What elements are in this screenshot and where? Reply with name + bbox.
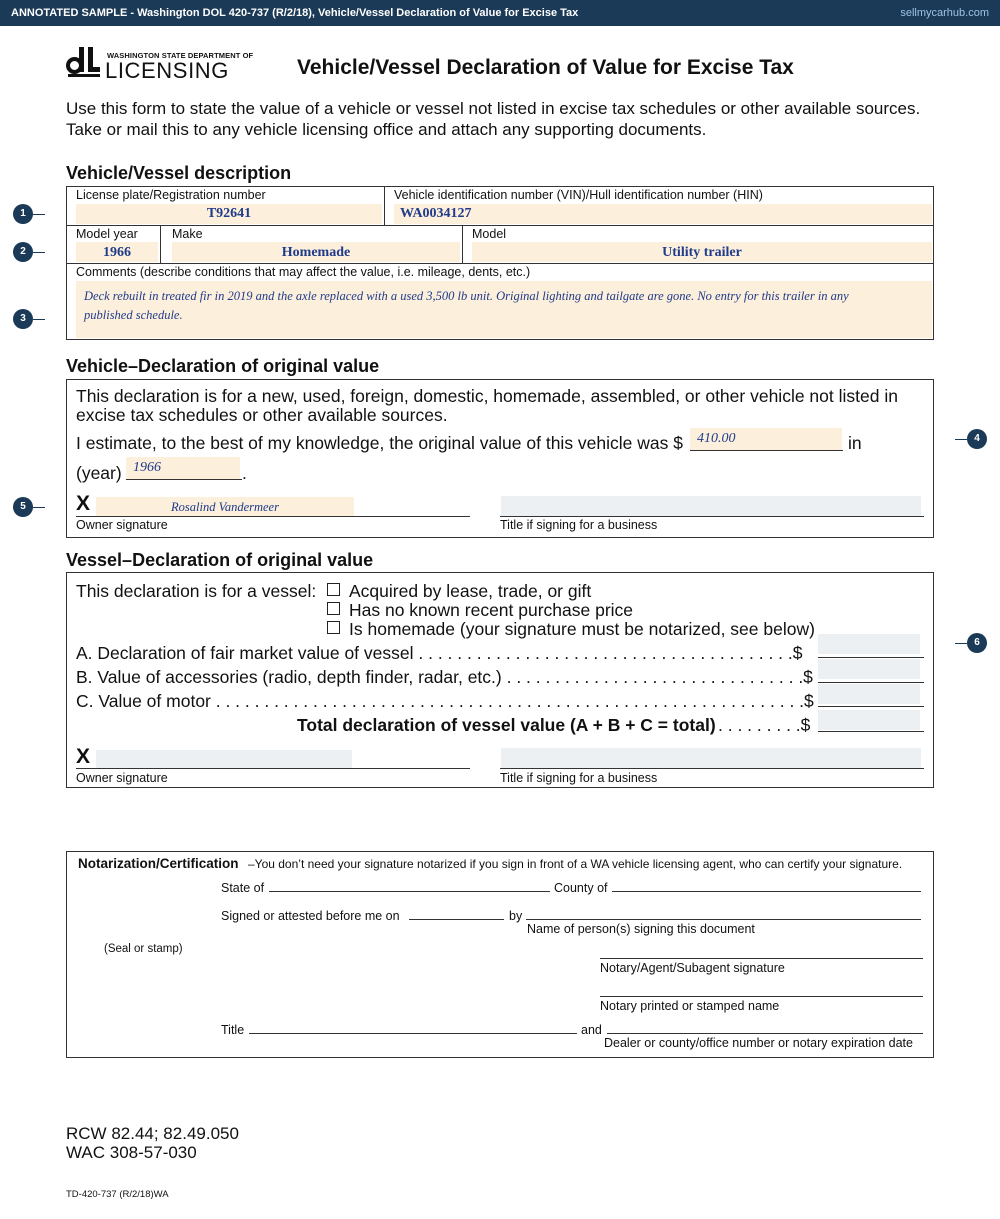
and-label: and xyxy=(581,1023,602,1037)
underline xyxy=(818,706,924,707)
by-label: by xyxy=(509,909,523,923)
vin-field[interactable] xyxy=(394,204,932,224)
year-text: (year) xyxy=(76,463,122,483)
vehicle-decl-line-1: This declaration is for a new, used, foreign, domestic, homemade, assembled, or other vehicle not listed in xyxy=(76,386,898,406)
wac-reference: WAC 308-57-030 xyxy=(66,1143,197,1162)
annotation-tick xyxy=(955,439,967,440)
notary-signature-label: Notary/Agent/Subagent signature xyxy=(600,961,785,975)
notarization-note: –You don’t need your signature notarized if you sign in front of a WA vehicle licensing agent, who can certify your signature. xyxy=(248,857,903,871)
estimate-text: I estimate, to the best of my knowledge, the original value of this vehicle was $ xyxy=(76,433,683,453)
year-label: Model year xyxy=(76,227,138,241)
plate-label: License plate/Registration number xyxy=(76,188,266,202)
no-purchase-price-checkbox[interactable] xyxy=(327,602,340,615)
line-a-field[interactable] xyxy=(818,634,920,654)
make-label: Make xyxy=(172,227,203,241)
divider xyxy=(384,186,385,225)
annotation-badge-2: 2 xyxy=(13,242,33,262)
signed-label: Signed or attested before me on xyxy=(221,909,400,923)
business-title-label: Title if signing for a business xyxy=(500,518,658,532)
signed-date-line[interactable] xyxy=(409,919,504,920)
total-label: Total declaration of vessel value (A + B + C = total) xyxy=(297,715,716,735)
state-input-line[interactable] xyxy=(269,891,550,892)
original-year-value: 1966 xyxy=(133,460,161,475)
vin-label: Vehicle identification number (VIN)/Hull identification number (HIN) xyxy=(394,188,763,202)
intro-line-2: Take or mail this to any vehicle licensing office and attach any supporting documents. xyxy=(66,120,707,139)
names-label: Name of person(s) signing this document xyxy=(527,922,755,936)
description-heading: Vehicle/Vessel description xyxy=(66,163,292,183)
vehicle-decl-line-2: excise tax schedules or other available sources. xyxy=(76,405,448,425)
business-title-field[interactable] xyxy=(501,496,921,516)
state-label: State of xyxy=(221,881,265,895)
notary-name-line[interactable] xyxy=(600,996,923,997)
vessel-owner-signature-field[interactable] xyxy=(96,750,352,768)
county-input-line[interactable] xyxy=(612,891,921,892)
comments-label: Comments (describe conditions that may affect the value, i.e. mileage, dents, etc.) xyxy=(76,265,531,279)
comments-line-1: Deck rebuilt in treated fir in 2019 and the axle replaced with a used 3,500 lb unit. Original lighting and tailgate are gone. No entry for this trailer in any xyxy=(84,289,849,303)
underline xyxy=(818,657,924,658)
vessel-business-title-field[interactable] xyxy=(501,748,921,768)
title-label: Title xyxy=(221,1023,245,1037)
notarization-box xyxy=(66,851,934,1058)
total-field[interactable] xyxy=(818,710,920,730)
county-label: County of xyxy=(554,881,608,895)
logo-department-text: WASHINGTON STATE DEPARTMENT OF xyxy=(107,51,254,60)
comments-line-2: published schedule. xyxy=(84,308,183,322)
annotation-tick xyxy=(955,643,967,644)
owner-signature-label: Owner signature xyxy=(76,518,168,532)
homemade-checkbox[interactable] xyxy=(327,621,340,634)
annotation-badge-4: 4 xyxy=(967,429,987,449)
option-homemade: Is homemade (your signature must be notarized, see below) xyxy=(349,619,815,639)
vessel-intro-text: This declaration is for a vessel: xyxy=(76,581,317,601)
annotation-badge-1: 1 xyxy=(13,204,33,224)
form-title: Vehicle/Vessel Declaration of Value for Excise Tax xyxy=(297,56,794,79)
plate-value: T92641 xyxy=(206,206,252,221)
vessel-declaration-heading: Vessel–Declaration of original value xyxy=(66,550,374,570)
divider xyxy=(160,225,161,263)
owner-signature-value: Rosalind Vandermeer xyxy=(171,500,279,514)
x-mark: X xyxy=(76,492,91,515)
dealer-input-line[interactable] xyxy=(607,1033,923,1034)
line-b-text: B. Value of accessories (radio, depth finder, radar, etc.) . . . . . . . . . . . . . . . . . . . . . . . . . . . . . . .$ xyxy=(76,667,813,687)
vessel-owner-signature-label: Owner signature xyxy=(76,771,168,785)
divider xyxy=(66,263,934,264)
logo-licensing-text: LICENSING xyxy=(105,58,229,83)
in-text: in xyxy=(848,433,862,453)
vin-value: WA0034127 xyxy=(400,206,472,221)
underline xyxy=(500,768,924,769)
title-input-line[interactable] xyxy=(249,1033,577,1034)
lease-trade-gift-checkbox[interactable] xyxy=(327,583,340,596)
total-dots: . . . . . . . . .$ xyxy=(718,715,811,735)
rcw-reference: RCW 82.44; 82.49.050 xyxy=(66,1124,239,1143)
divider xyxy=(462,225,463,263)
names-input-line[interactable] xyxy=(526,919,921,920)
annotation-tick xyxy=(33,214,45,215)
period-text: . xyxy=(242,463,247,483)
annotation-badge-6: 6 xyxy=(967,633,987,653)
vessel-business-title-label: Title if signing for a business xyxy=(500,771,658,785)
model-value: Utility trailer xyxy=(662,245,742,260)
model-year-value: 1966 xyxy=(103,245,131,260)
dealer-label: Dealer or county/office number or notary expiration date xyxy=(604,1036,913,1050)
option-no-purchase-price: Has no known recent purchase price xyxy=(349,600,634,620)
intro-line-1: Use this form to state the value of a vehicle or vessel not listed in excise tax schedules or other available sources. xyxy=(66,99,921,118)
underline xyxy=(818,682,924,683)
line-b-field[interactable] xyxy=(818,659,920,679)
option-lease-trade-gift: Acquired by lease, trade, or gift xyxy=(349,581,592,601)
underline xyxy=(76,768,470,769)
banner-title: ANNOTATED SAMPLE - Washington DOL 420-737 (R/2/18), Vehicle/Vessel Declaration of Value for Excise Tax xyxy=(11,7,579,19)
annotation-tick xyxy=(33,252,45,253)
line-a-text: A. Declaration of fair market value of vessel . . . . . . . . . . . . . . . . . . . . . . . . . . . . . . . . . . . . . . .$ xyxy=(76,643,803,663)
top-banner xyxy=(0,0,1000,26)
notarization-heading: Notarization/Certification xyxy=(78,856,239,871)
underline xyxy=(818,731,924,732)
notary-name-label: Notary printed or stamped name xyxy=(600,999,780,1013)
x-mark: X xyxy=(76,745,91,768)
annotation-tick xyxy=(33,319,45,320)
make-value: Homemade xyxy=(281,245,351,260)
underline xyxy=(500,516,924,517)
seal-label: (Seal or stamp) xyxy=(104,943,183,955)
underline xyxy=(76,516,470,517)
form-intro xyxy=(66,98,966,140)
form-id: TD-420-737 (R/2/18)WA xyxy=(66,1189,169,1200)
annotation-badge-5: 5 xyxy=(13,497,33,517)
banner-site-link[interactable]: sellmycarhub.com xyxy=(900,7,989,19)
underline xyxy=(126,479,242,480)
annotation-badge-3: 3 xyxy=(13,309,33,329)
model-label: Model xyxy=(472,227,507,241)
dol-logo-icon xyxy=(66,45,102,79)
underline xyxy=(690,450,843,451)
annotation-tick xyxy=(33,507,45,508)
line-c-text: C. Value of motor . . . . . . . . . . . . . . . . . . . . . . . . . . . . . . . . . . . . . . . . . . . . . . . . . . . . . . . . . . . . .$ xyxy=(76,691,814,711)
line-c-field[interactable] xyxy=(818,684,920,704)
notary-signature-line[interactable] xyxy=(600,958,923,959)
vehicle-declaration-heading: Vehicle–Declaration of original value xyxy=(66,356,380,376)
original-value: 410.00 xyxy=(697,431,736,446)
divider xyxy=(66,225,934,226)
